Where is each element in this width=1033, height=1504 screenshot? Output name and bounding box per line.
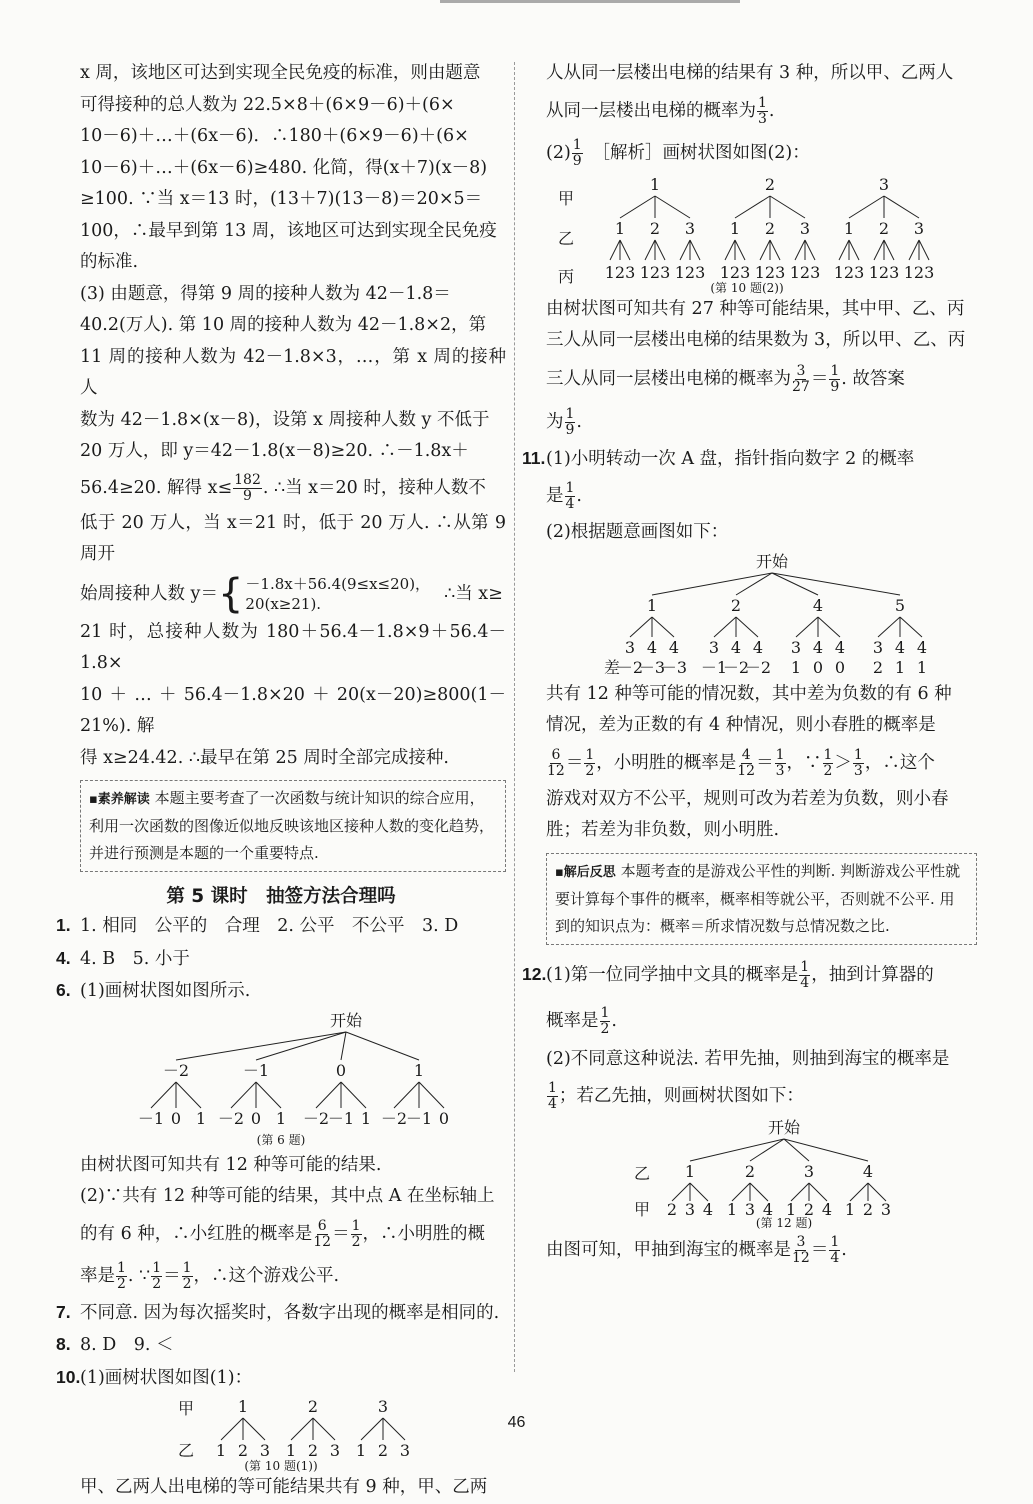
tree-branch: [736, 617, 758, 637]
page-number: 46: [507, 1414, 526, 1431]
text-line: 胜；若差为非负数，则小明胜.: [546, 820, 780, 840]
tree-level-label: 甲: [177, 1399, 195, 1418]
tree-node: 1: [843, 218, 855, 238]
tree-node: －2: [162, 1060, 190, 1080]
tree-node: 2: [307, 1397, 319, 1416]
tree-node: 4: [812, 637, 824, 657]
tree-leaf: 1: [916, 657, 928, 677]
text-line: 56.4≥20. 解得 x≤ $\frac{182}{9}$ . ∴当 x＝20 时，接种人数不: [80, 471, 486, 504]
tree-node: 1: [413, 1060, 425, 1080]
tree-node: 3: [790, 637, 802, 657]
tree-branch: [795, 240, 805, 260]
tree-branch: [176, 1082, 201, 1108]
tree-leaf: 3: [259, 1441, 271, 1460]
tree-branch: [796, 617, 818, 637]
tree-leaf: 3: [329, 1441, 341, 1460]
text-line: 可得接种的总人数为 22.5×8＋(6×9－6)＋(6×: [80, 94, 455, 115]
tree-branch: [868, 1183, 886, 1201]
tree-node: 2: [730, 595, 742, 615]
tree-root: 开始: [329, 1010, 363, 1030]
tree-node: 4: [730, 637, 742, 657]
answers-8-9: 8. 8. D 9. ＜: [56, 1334, 174, 1355]
tree-node: 4: [812, 595, 824, 615]
tree-leaf: 1: [360, 1108, 372, 1128]
tree-branch: [341, 1082, 366, 1108]
tree-leaf: 123: [903, 262, 935, 282]
text-line: 11 周的接种人数为 42－1.8×3，…，第 x 周的接种人: [80, 346, 506, 398]
tree-branch: [690, 1183, 708, 1201]
tree-leaf: 123: [674, 262, 706, 282]
tree-branch: [884, 240, 894, 260]
tree-branch: [620, 196, 655, 218]
tree-branch: [341, 1032, 346, 1060]
tree-branch: [732, 1183, 750, 1201]
tree-leaf: －2: [217, 1108, 245, 1128]
text-line: (2)不同意这种说法. 若甲先抽，则抽到海宝的概率是: [546, 1048, 950, 1069]
tree-node: 3: [799, 218, 811, 238]
text-line: x 周，该地区可达到实现全民免疫的标准，则由题意: [80, 63, 481, 83]
tree-root: 开始: [767, 1118, 801, 1137]
figure-caption: (第 12 题): [755, 1216, 813, 1229]
tree-node: 1: [729, 218, 741, 238]
text-line: 得 x≥24.42. ∴最早在第 25 周时全部完成接种.: [80, 747, 449, 768]
tree-branch: [620, 240, 630, 260]
text-line: $\frac{6}{12}$ ＝ $\frac{1}{2}$ ，小明胜的概率是 $\frac{4}{12}$ ＝ $\frac{1}{3}$ ，∵ $\frac{1}{2}$ ＞ $\frac{1}{3}$ ，∴这个: [547, 746, 935, 779]
tree-leaf: 0: [834, 657, 846, 677]
tree-node: －1: [242, 1060, 270, 1080]
tree-leaf: 2: [803, 1200, 815, 1219]
column-divider: [514, 62, 515, 1372]
tree-branch: [874, 240, 884, 260]
tree-node: 3: [803, 1162, 815, 1181]
tree-branch: [346, 1032, 419, 1060]
text-line: 三人从同一层楼出电梯的概率为 $\frac{3}{27}$ ＝ $\frac{1}{9}$ . 故答案: [546, 362, 905, 395]
tree-branch: [750, 1139, 784, 1161]
tree-node: 1: [646, 595, 658, 615]
tree-leaf: 0: [170, 1108, 182, 1128]
right-column: [522, 58, 977, 1271]
tree-level-label: 乙: [633, 1164, 651, 1183]
tree-leaf: 2: [237, 1441, 249, 1460]
tree-node: 3: [377, 1397, 389, 1416]
answers-1-3: 1. 1. 相同 公平的 合理 2. 公平 不公平 3. D: [56, 915, 459, 936]
tree-branch: [316, 1082, 341, 1108]
tree-branch: [256, 1032, 346, 1060]
tree-branch: [176, 1032, 346, 1060]
tree-branch: [394, 1082, 419, 1108]
text-line: 是 $\frac{1}{4}$ .: [546, 480, 582, 512]
tree-branch: [690, 240, 700, 260]
tree-branch: [231, 1082, 256, 1108]
tree-branch: [714, 617, 736, 637]
tree-leaf: 123: [719, 262, 751, 282]
text-line: 游戏对双方不公平，规则可改为若差为负数，则小春: [546, 788, 949, 809]
tree-leaf: 1: [215, 1441, 227, 1460]
text-line: 共有 12 种等可能的情况数，其中差为负数的有 6 种: [546, 683, 952, 704]
text-line: 情况，差为正数的有 4 种情况，则小春胜的概率是: [546, 715, 936, 735]
tree-node: 1: [684, 1162, 696, 1181]
tree-branch: [849, 196, 884, 218]
text-line: 的标准.: [80, 252, 139, 272]
tree-leaf: －2: [744, 657, 772, 677]
tree-node: 4: [668, 637, 680, 657]
tree-leaf: 1: [790, 657, 802, 677]
tree-branch: [735, 240, 745, 260]
tree-branch: [680, 240, 690, 260]
tree-level-label: 乙: [177, 1441, 195, 1460]
text-line: (3) 由题意，得第 9 周的接种人数为 42－1.8＝: [80, 283, 451, 304]
text-line: (2)∵共有 12 种等可能的结果，其中点 A 在坐标轴上: [80, 1186, 495, 1206]
tree-leaf: 0: [812, 657, 824, 677]
tree-node: 3: [624, 637, 636, 657]
section-title: 第 5 课时 抽签方法合理吗: [166, 886, 396, 907]
tree-leaf: 123: [868, 262, 900, 282]
tree-leaf: －1: [137, 1108, 165, 1128]
tree-branch: [672, 1183, 690, 1201]
tree-branch: [770, 240, 780, 260]
tree-branch: [610, 240, 620, 260]
tree-leaf: 3: [880, 1200, 892, 1219]
tree-branch: [770, 196, 805, 218]
note-box-reflection: [546, 853, 977, 945]
tree-level-label: 差: [603, 657, 621, 677]
text-line: 概率是 $\frac{1}{2}$ .: [546, 1004, 617, 1037]
tree-leaf: 0: [250, 1108, 262, 1128]
text-line: 由树状图可知共有 12 种等可能的结果.: [80, 1154, 382, 1175]
figure-caption: (第 10 题(2)): [710, 280, 784, 294]
tree-diagram-q11: [522, 549, 977, 679]
tree-node: 2: [744, 1162, 756, 1181]
tree-leaf: 1: [785, 1200, 797, 1219]
tree-leaf: 2: [307, 1441, 319, 1460]
tree-diagram-q12: [522, 1117, 977, 1229]
text-line: $\frac{1}{4}$ ；若乙先抽，则画树状图如下：: [548, 1080, 804, 1112]
text-line: 人从同一层楼出电梯的结果有 3 种，所以甲、乙两人: [546, 63, 954, 83]
tree-leaf: 2: [377, 1441, 389, 1460]
tree-node: 0: [335, 1060, 347, 1080]
tree-branch: [849, 240, 859, 260]
tree-node: 2: [649, 218, 661, 238]
tree-node: 3: [913, 218, 925, 238]
text-line: 10－6)＋…＋(6x－6)≥480. 化简，得(x＋7)(x－8): [80, 157, 488, 178]
tree-branch: [645, 240, 655, 260]
tree-branch: [850, 1183, 868, 1201]
tree-leaf: 1: [844, 1200, 856, 1219]
tree-leaf: 1: [894, 657, 906, 677]
tree-branch: [760, 240, 770, 260]
tree-leaf: －1: [327, 1108, 355, 1128]
tree-branch: [750, 1183, 768, 1201]
tree-leaf: 0: [438, 1108, 450, 1128]
tree-node: 4: [752, 637, 764, 657]
tree-leaf: 4: [821, 1200, 833, 1219]
tree-leaf: 123: [604, 262, 636, 282]
note-text: 本题主要考查了一次函数与统计知识的综合应用，利用一次函数的图像近似地反映该地区接种人数的变化趋势，并进行预测是本题的一个重要特点.: [89, 789, 495, 862]
text-line: 21 时，总接种人数为 180＋56.4－1.8×9＋56.4－1.8×: [80, 621, 506, 673]
tree-leaf: 4: [702, 1200, 714, 1219]
tree-branch: [919, 240, 929, 260]
tree-leaf: －3: [660, 657, 688, 677]
text-line: 20 万人，即 y＝42－1.8(x－8)≥20. ∴－1.8x＋: [80, 441, 469, 461]
tree-node: 3: [878, 174, 890, 194]
tree-leaf: －2: [722, 657, 750, 677]
tree-node: 3: [708, 637, 720, 657]
tree-node: 4: [894, 637, 906, 657]
tree-branch: [791, 1183, 809, 1201]
q6-part1: 6. (1)画树状图如图所示.: [56, 980, 251, 1001]
tree-leaf: 123: [833, 262, 865, 282]
tree-branch: [909, 240, 919, 260]
tree-leaf: 2: [872, 657, 884, 677]
text-line: 率是 $\frac{1}{2}$ . ∵ $\frac{1}{2}$ ＝ $\frac{1}{2}$ ，∴这个游戏公平.: [80, 1259, 340, 1292]
q-continued-2: [56, 58, 506, 774]
tree-branch: [878, 617, 900, 637]
tree-level-label: 甲: [557, 188, 575, 208]
tree-leaf: 1: [726, 1200, 738, 1219]
text-line: 甲、乙两人出电梯的等可能结果共有 9 种，甲、乙两: [80, 1477, 488, 1497]
q10-part1: 10.(1)画树状图如图(1)：: [56, 1366, 253, 1388]
text-line: 10－6)＋…＋(6x－6)．∴180＋(6×9－6)＋(6×: [80, 126, 469, 146]
tree-leaf: 1: [355, 1441, 367, 1460]
tree-leaf: 1: [285, 1441, 297, 1460]
tree-node: 4: [646, 637, 658, 657]
text-line: 三人从同一层楼出电梯的结果数为 3，所以甲、乙、丙: [546, 330, 966, 350]
figure-caption: (第 10 题(1)): [244, 1459, 318, 1472]
tree-leaf: 123: [754, 262, 786, 282]
text-line: 数为 42－1.8×(x－8)，设第 x 周接种人数 y 不低于: [80, 409, 490, 430]
tree-leaf: －2: [302, 1108, 330, 1128]
q12-part1: 12.(1)第一位同学抽中文具的概率是 $\frac{1}{4}$ ，抽到计算器的: [522, 958, 934, 991]
tree-node: 2: [764, 218, 776, 238]
text-line: 为 $\frac{1}{9}$ .: [546, 405, 582, 438]
tree-branch: [652, 617, 674, 637]
tree-diagram-q6: [56, 1008, 506, 1150]
left-column: [56, 58, 506, 1504]
tree-branch: [725, 240, 735, 260]
tree-branch: [772, 573, 900, 595]
tree-branch: [735, 196, 770, 218]
tree-level-label: 乙: [557, 228, 575, 248]
tree-node: 5: [894, 595, 906, 615]
tree-branch: [818, 617, 840, 637]
tree-leaf: 4: [762, 1200, 774, 1219]
tree-branch: [884, 196, 919, 218]
text-line: 10＋…＋56.4－1.8×20＋20(x－20)≥800(1－21%). 解: [80, 684, 506, 736]
tree-branch: [419, 1082, 444, 1108]
answers-block: [56, 910, 506, 1008]
tree-branch: [805, 240, 815, 260]
tree-diagram-q10-1: [56, 1394, 506, 1472]
fraction: $\frac{182}{9}$: [234, 471, 261, 504]
text-line: 40.2(万人). 第 10 周的接种人数为 42－1.8×2，第: [80, 315, 487, 335]
q11-part1: 11.(1)小明转动一次 A 盘，指针指向数字 2 的概率: [522, 447, 915, 469]
tree-branch: [655, 196, 690, 218]
tree-leaf: 2: [862, 1200, 874, 1219]
figure-caption: (第 6 题): [256, 1132, 306, 1147]
piecewise-line: 始周接种人数 y＝ { －1.8x＋56.4(9≤x≤20)， 20(x≥21). ∴当 x≥: [80, 571, 503, 617]
note-tag: ▪素养解读: [89, 792, 150, 807]
text-line: 的有 6 种，∴小红胜的概率是 $\frac{6}{12}$ ＝ $\frac{1}{2}$ ，∴小明胜的概: [80, 1217, 486, 1250]
tree-root: 开始: [755, 551, 789, 571]
tree-branch: [900, 617, 922, 637]
tree-leaf: 1: [275, 1108, 287, 1128]
text-line: 由树状图可知共有 27 种等可能结果，其中甲、乙、丙: [546, 298, 965, 319]
tree-node: 2: [878, 218, 890, 238]
text-line: 由图可知，甲抽到海宝的概率是 $\frac{3}{12}$ ＝ $\frac{1}{4}$ .: [546, 1234, 847, 1266]
tree-leaf: －3: [638, 657, 666, 677]
tree-node: 1: [237, 1397, 249, 1416]
note-text: 本题考查的是游戏公平性的判断. 判断游戏公平性就要计算每个事件的概率，概率相等就公平，否则就不公平. 用到的知识点为：概率＝所求情况数与总情况数之比.: [555, 861, 961, 935]
tree-branch: [655, 240, 665, 260]
tree-level-label: 丙: [557, 266, 575, 286]
tree-branch: [809, 1183, 827, 1201]
tree-node: 3: [872, 637, 884, 657]
tree-branch: [630, 617, 652, 637]
tree-leaf: 3: [684, 1200, 696, 1219]
tree-branch: [256, 1082, 281, 1108]
tree-leaf: －1: [405, 1108, 433, 1128]
tree-leaf: 2: [666, 1200, 678, 1219]
note-tag: ▪解后反思: [555, 864, 616, 880]
tree-leaf: 123: [639, 262, 671, 282]
tree-leaf: 3: [744, 1200, 756, 1219]
tree-node: 4: [862, 1162, 874, 1181]
tree-leaf: －1: [700, 657, 728, 677]
tree-node: 2: [764, 174, 776, 194]
tree-level-label: 甲: [633, 1200, 651, 1219]
tree-branch: [151, 1082, 176, 1108]
tree-node: 1: [649, 174, 661, 194]
answers-4-5: 4. 4. B 5. 小于: [56, 947, 190, 969]
tree-diagram-q10-2: [522, 174, 977, 294]
tree-branch: [839, 240, 849, 260]
text-line: 低于 20 万人，当 x＝21 时，低于 20 万人. ∴从第 9 周开: [80, 512, 506, 564]
tree-node: 3: [684, 218, 696, 238]
tree-node: 4: [834, 637, 846, 657]
tree-leaf: 3: [399, 1441, 411, 1460]
text-line: ≥100. ∵当 x＝13 时，(13＋7)(13－8)＝20×5＝: [80, 189, 483, 209]
tree-leaf: 123: [789, 262, 821, 282]
note-box-literacy: [80, 780, 506, 872]
tree-leaf: 1: [195, 1108, 207, 1128]
tree-node: 1: [614, 218, 626, 238]
text-line: 100，∴最早到第 13 周，该地区可达到实现全民免疫: [80, 220, 497, 241]
q10-part2: (2) $\frac{1}{9}$ ［解析］画树状图如图(2)：: [546, 136, 810, 169]
q7: 7. 不同意. 因为每次摇奖时，各数字出现的概率是相同的.: [56, 1301, 500, 1323]
top-rule: [440, 0, 740, 3]
tree-branch: [772, 573, 818, 595]
tree-leaf: －2: [616, 657, 644, 677]
text-line: (2)根据题意画图如下：: [546, 522, 729, 542]
tree-leaf: －2: [380, 1108, 408, 1128]
tree-node: 4: [916, 637, 928, 657]
tree-branch: [690, 1139, 784, 1161]
text-line: 从同一层楼出电梯的概率为 $\frac{1}{3}$ .: [546, 94, 775, 127]
